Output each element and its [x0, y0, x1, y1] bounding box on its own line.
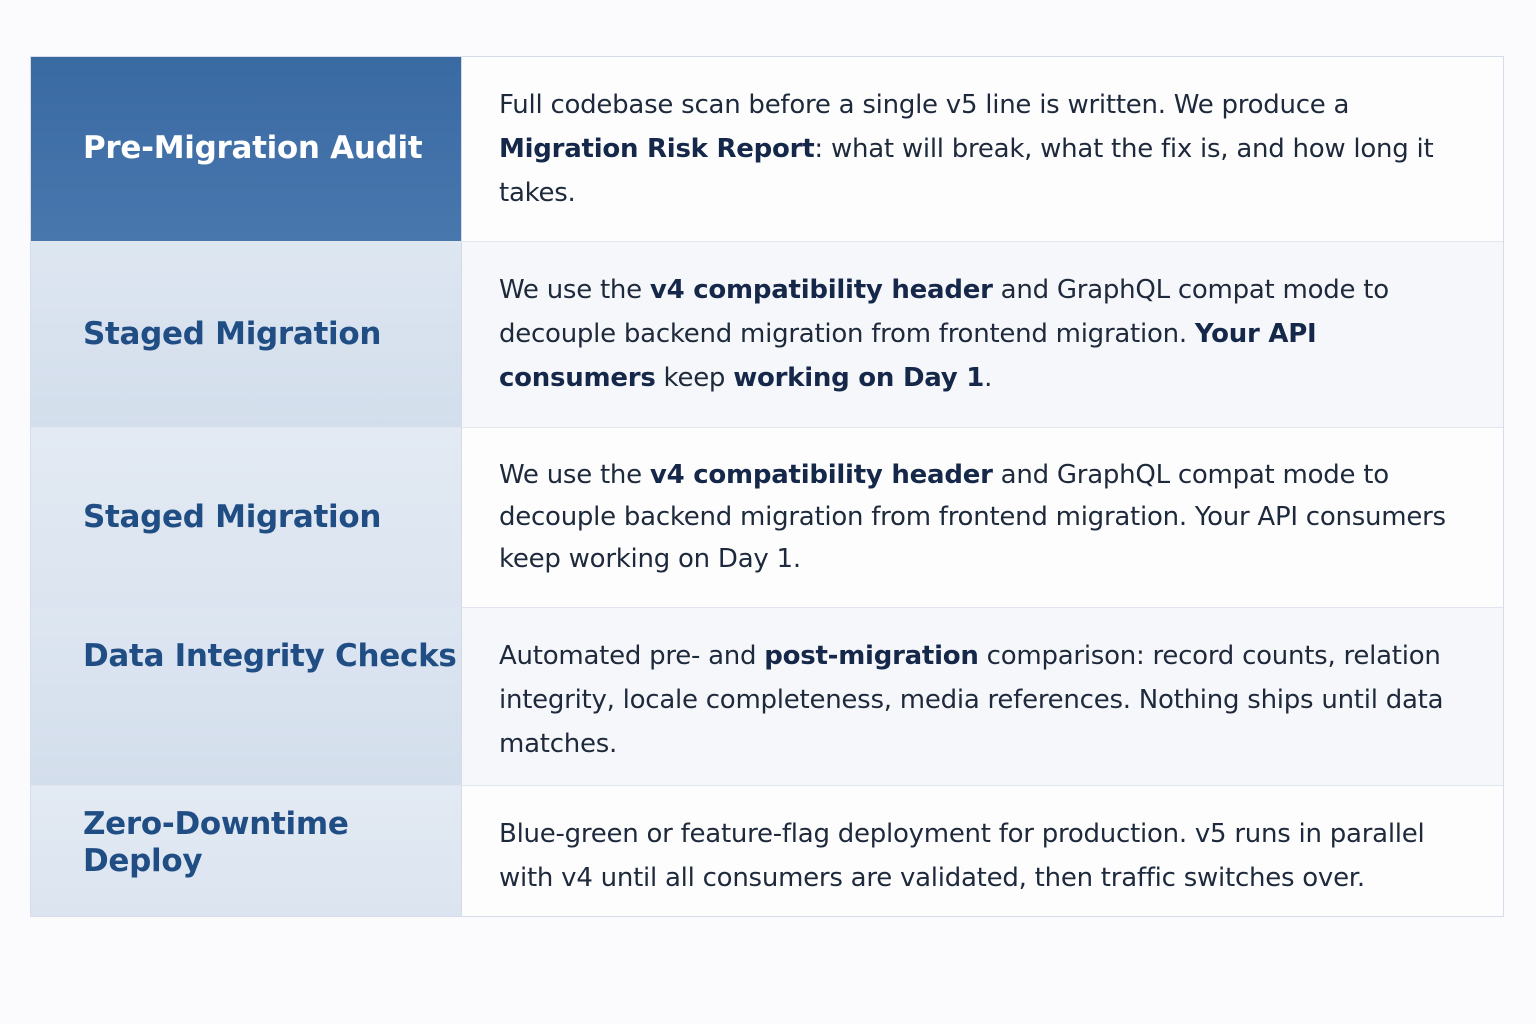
row-label-cell	[31, 786, 462, 916]
row-label-cell	[31, 428, 462, 607]
row-description-cell	[462, 428, 1503, 607]
row-label-cell	[31, 242, 462, 427]
table-row	[31, 57, 1503, 241]
row-label-cell	[31, 608, 462, 785]
desc-emphasis: Migration Risk Report	[499, 134, 815, 164]
desc-text: Automated pre- and	[499, 641, 765, 671]
table-row	[31, 427, 1503, 607]
desc-text: Blue-green or feature-flag deployment for production. v5 runs in parallel with v4 until all consumers are validated, then traffic switches over.	[499, 819, 1425, 893]
desc-emphasis: Your API consumers	[499, 319, 1317, 393]
row-label: Staged Migration	[83, 498, 382, 535]
table-row	[31, 241, 1503, 427]
row-description	[499, 812, 1463, 900]
desc-text: .	[984, 363, 993, 393]
row-label: Zero-Downtime Deploy	[83, 806, 349, 880]
row-description-cell	[462, 242, 1503, 427]
desc-text: and GraphQL compat mode to decouple backend migration from frontend migration. Your API consumers keep working on Day 1.	[499, 460, 1446, 574]
row-description-cell	[462, 608, 1503, 785]
row-label-cell	[31, 57, 462, 241]
desc-text: We use the	[499, 275, 650, 305]
row-description	[499, 634, 1463, 766]
desc-emphasis: v4 compatibility header	[649, 275, 993, 305]
desc-emphasis: v4 compatibility header	[649, 460, 993, 490]
table-row	[31, 607, 1503, 785]
row-label: Pre-Migration Audit	[83, 130, 423, 167]
desc-text: : what will break, what the fix is, and how long it takes.	[499, 134, 1434, 208]
desc-text: and GraphQL compat mode to decouple backend migration from frontend migration.	[499, 275, 1389, 349]
desc-text: keep	[655, 363, 734, 393]
desc-text: comparison: record counts, relation integrity, locale completeness, media references. Nothing ships until data matches.	[499, 641, 1444, 759]
desc-text: We use the	[499, 460, 650, 490]
row-description	[499, 454, 1463, 580]
row-description-cell	[462, 57, 1503, 241]
row-label: Data Integrity Checks	[83, 638, 457, 674]
table-row	[31, 785, 1503, 916]
row-description-cell	[462, 786, 1503, 916]
migration-services-table	[30, 56, 1504, 917]
row-description	[499, 83, 1463, 215]
row-label: Staged Migration	[83, 315, 382, 352]
desc-text: Full codebase scan before a single v5 line is written. We produce a	[499, 90, 1350, 120]
desc-emphasis: post-migration	[764, 641, 979, 671]
desc-emphasis: working on Day 1	[733, 363, 985, 393]
row-description	[499, 268, 1463, 400]
